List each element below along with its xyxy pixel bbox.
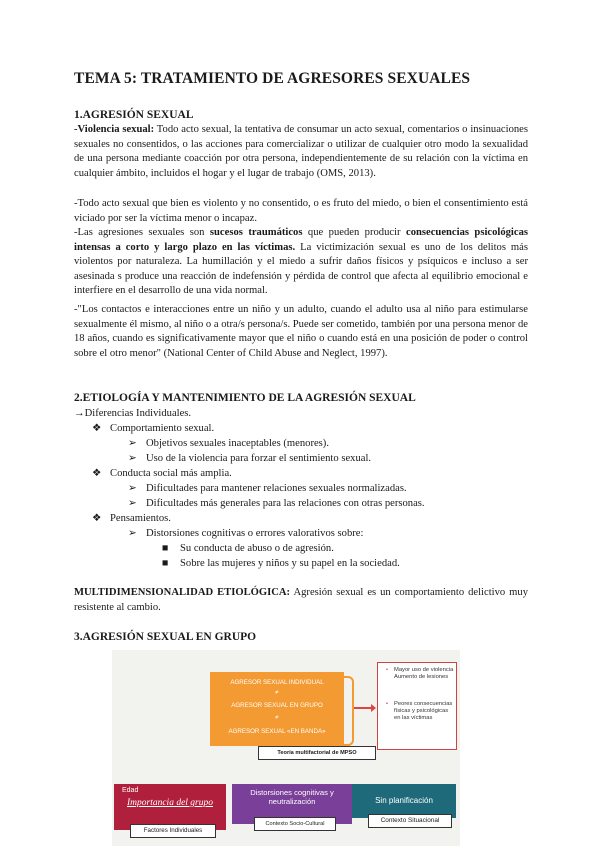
arrowhead-bullet-icon: ➢ xyxy=(128,438,137,449)
list-text: Su conducta de abuso o de agresión. xyxy=(180,543,334,554)
list-text: Comportamiento sexual. xyxy=(110,423,215,434)
paragraph-definicion-abuso: -"Los contactos e interacciones entre un niño y un adulto, cuando el adulto usa al niño para estimularse sexualmente él mismo, al niño o a otra/s persona/s. Puede ser cometido, también por una persona menor de 18 años, cuando es significativamente mayor que el niño o cuando está en una posición de poder o control sobre el otro menor" (National Center of Child Abuse and Neglect, 1997). xyxy=(74,304,528,359)
arrowhead-bullet-icon: ➢ xyxy=(128,453,137,464)
square-bullet-icon: ■ xyxy=(162,558,169,569)
section-2-heading: 2.ETIOLOGÍA Y MANTENIMIENTO DE LA AGRESIÓN SEXUAL xyxy=(74,392,416,404)
list-text: Dificultades para mantener relaciones sexuales normalizadas. xyxy=(146,483,407,494)
paragraph-multidimensionalidad xyxy=(74,586,528,615)
list-item xyxy=(92,467,232,481)
page-title: TEMA 5: TRATAMIENTO DE AGRESORES SEXUALES xyxy=(74,70,471,87)
section-1-heading: 1.AGRESIÓN SEXUAL xyxy=(74,109,194,121)
paragraph-agresiones xyxy=(74,226,528,299)
list-item xyxy=(162,557,400,571)
arrowhead-bullet-icon: ➢ xyxy=(128,498,137,509)
paragraph-violencia-sexual xyxy=(74,123,528,181)
list-item xyxy=(162,542,334,556)
box-main-text: Sin planificación xyxy=(375,796,433,805)
arrowhead-bullet-icon: ➢ xyxy=(128,483,137,494)
box-caption: Edad xyxy=(122,787,139,794)
arrow-item: →Diferencias Individuales. xyxy=(74,408,192,419)
list-text: Pensamientos. xyxy=(110,513,171,524)
bold-text: consecuencias psicológicas intensas a corto y largo plazo en las víctimas. xyxy=(74,227,528,253)
not-equal-symbol: ≠ xyxy=(275,714,279,721)
list-item xyxy=(92,422,214,436)
not-equal-symbol: ≠ xyxy=(275,689,279,696)
diamond-bullet-icon: ❖ xyxy=(92,423,102,434)
term-multidimensionalidad: MULTIDIMENSIONALIDAD ETIOLÓGICA: xyxy=(74,587,291,598)
arrow-right-icon xyxy=(354,707,372,709)
contexto-situacional-label: Contexto Situacional xyxy=(368,814,452,828)
square-bullet-icon: ■ xyxy=(162,543,169,554)
box-main-text: Importancia del grupo xyxy=(126,798,214,808)
aggressor-group: AGRESOR SEXUAL EN GRUPO xyxy=(231,702,323,709)
list-text: Uso de la violencia para forzar el sentimiento sexual. xyxy=(146,453,372,464)
text: -Las agresiones sexuales son xyxy=(74,227,210,238)
list-text: Sobre las mujeres y niños y su papel en la sociedad. xyxy=(180,558,400,569)
section-3-heading: 3.AGRESIÓN SEXUAL EN GRUPO xyxy=(74,631,257,643)
list-text: Dificultades más generales para las relaciones con otras personas. xyxy=(146,498,425,509)
consequences-box xyxy=(377,662,457,750)
bold-text: sucesos traumáticos xyxy=(209,227,303,238)
diamond-bullet-icon: ❖ xyxy=(92,468,102,479)
list-item xyxy=(128,482,407,496)
aggressor-types-box xyxy=(210,672,344,746)
paragraph-acto-sexual: -Todo acto sexual que bien es violento y no consentido, o es fruto del miedo, o bien el consentimiento está viciado por ser la víctima menor o incapaz. xyxy=(74,198,528,224)
consequence-item: • Mayor uso de violencia Aumento de lesiones xyxy=(394,667,454,681)
teoria-label: Teoría multifactorial de MPSO xyxy=(258,746,376,760)
factores-individuales-label: Factores Individuales xyxy=(130,824,216,838)
text: que pueden producir xyxy=(302,227,407,238)
text: Todo acto sexual, la tentativa de consumar un acto sexual, comentarios o insinuaciones sexuales no consentidos, o las acciones para comercializar o utilizar de cualquier otro modo la sexualidad de una persona mediante coacción por otra persona, independientemente de su relación con la víctima en cualquier ámbito, incluidos el hogar y el lugar de trabajo (OMS, 2013). xyxy=(74,124,528,179)
list-item xyxy=(128,527,363,541)
list-text: Distorsiones cognitivas o errores valorativos sobre: xyxy=(146,528,364,539)
text: Agresión sexual es un comportamiento delictivo muy resistente al cambio. xyxy=(74,587,528,613)
consequence-item: • Peores consecuencias físicas y psicológicas en las víctimas xyxy=(394,701,454,721)
list-text: Conducta social más amplia. xyxy=(110,468,232,479)
diamond-bullet-icon: ❖ xyxy=(92,513,102,524)
arrowhead-bullet-icon: ➢ xyxy=(128,528,137,539)
term-violencia-sexual: -Violencia sexual: xyxy=(74,124,155,135)
list-item xyxy=(128,497,425,511)
aggressor-individual: AGRESOR SEXUAL INDIVIDUAL xyxy=(230,679,324,686)
factor-situacional-box xyxy=(352,784,456,818)
list-item xyxy=(92,512,171,526)
aggressor-band: AGRESOR SEXUAL «EN BANDA» xyxy=(228,728,326,735)
contexto-sociocultural-label: Contexto Socio-Cultural xyxy=(254,817,336,831)
list-item xyxy=(128,437,329,451)
list-text: Objetivos sexuales inaceptables (menores). xyxy=(146,438,329,449)
brace-connector xyxy=(344,676,354,746)
list-item xyxy=(128,452,371,466)
text: La victimización sexual es uno de los delitos más violentos por naturaleza. La humillación y el miedo a sufrir daños físicos y psíquicos e incluso a ser asesinada s produce una reacción de indefensión y pérdida de control que afecta al equilibrio emocional e interfiere en el desarrollo de una vida normal. xyxy=(74,241,528,297)
box-main-text: Distorsiones cognitivas y neutralización xyxy=(250,788,334,806)
